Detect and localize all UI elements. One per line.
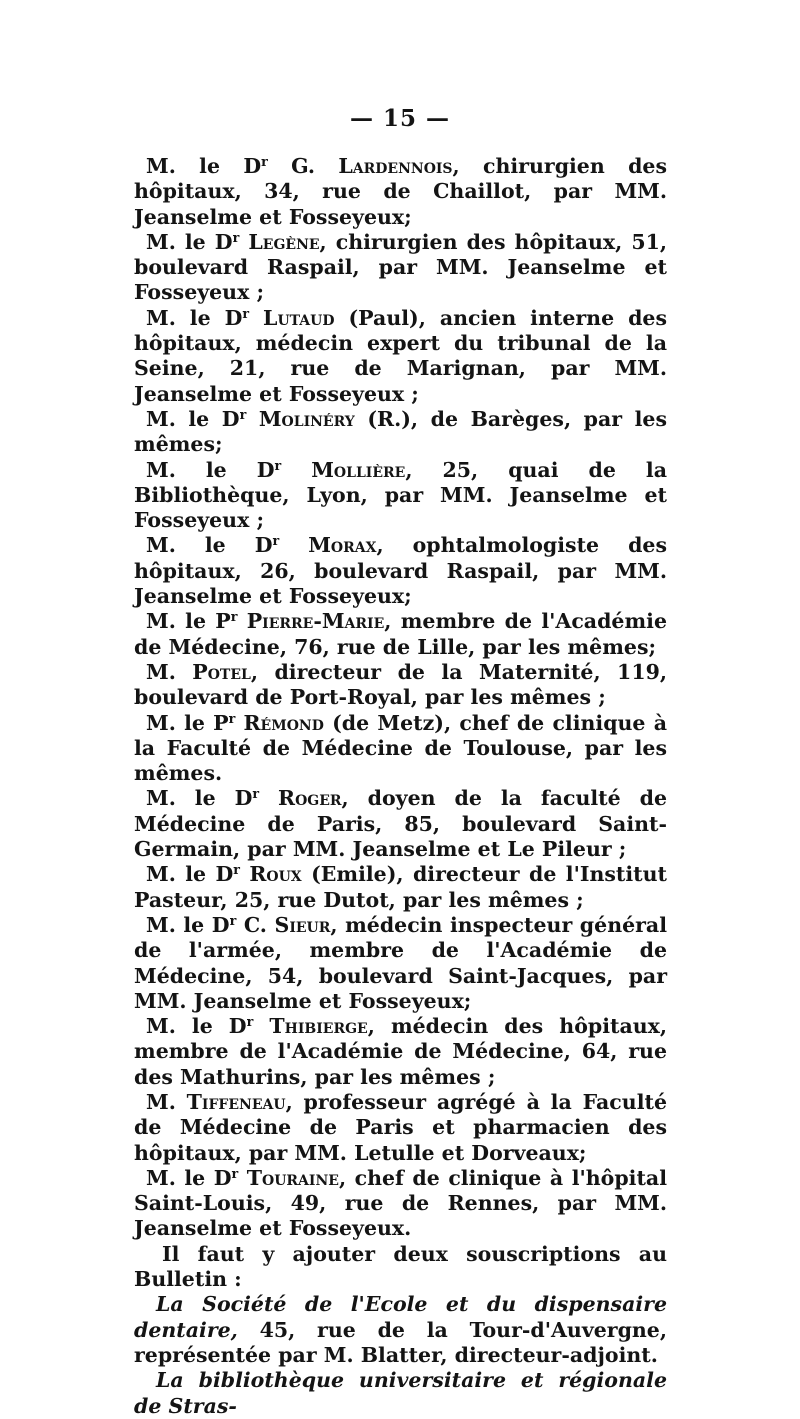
member-entry xyxy=(134,609,667,660)
entry-initial xyxy=(240,862,249,886)
entry-details: (Emile), directeur de l'Institut Pasteur, 25, rue Dutot, par les mêmes ; xyxy=(134,862,667,912)
entry-title-superscript: r xyxy=(239,406,247,422)
subscription-details: 45, rue de la Tour-d'Auvergne, représentée par M. Blatter, directeur-adjoint. xyxy=(134,1317,667,1367)
entry-initial: G. xyxy=(267,154,339,178)
entry-initial xyxy=(238,1166,247,1190)
entry-prefix: M. le D xyxy=(146,406,240,431)
member-list xyxy=(134,154,667,1242)
entry-prefix: M. le P xyxy=(146,609,231,634)
entry-initial xyxy=(239,230,248,254)
entry-name: Rémond xyxy=(243,710,324,735)
entry-details: , doyen de la faculté de Médecine de Paris, 85, boulevard Saint-Germain, par MM. Jeanselme et Le Pileur ; xyxy=(134,786,667,862)
entry-details: , directeur de la Maternité, 119, boulevard de Port-Royal, par les mêmes ; xyxy=(134,659,667,710)
entry-name: Roger xyxy=(278,786,342,811)
entry-title-superscript: r xyxy=(261,154,268,170)
entry-name: Mollière xyxy=(311,457,406,482)
entry-details: (Paul), ancien interne des hôpitaux, médecin expert du tribunal de la Seine, 21, rue de Marignan, par MM. Jeanselme et Fosseyeux ; xyxy=(134,305,668,406)
subscription-entry xyxy=(134,1368,667,1419)
entry-name: Tiffeneau xyxy=(186,1089,286,1114)
member-entry xyxy=(134,1166,667,1242)
entry-prefix: M. le D xyxy=(146,229,233,254)
entry-title-superscript: r xyxy=(242,305,250,321)
entry-details: (R.), de Barèges, par les mêmes; xyxy=(134,406,667,457)
entry-name: Roux xyxy=(249,862,302,887)
entry-initial xyxy=(279,533,308,557)
entry-title-superscript: r xyxy=(246,1014,254,1030)
entry-name: Pierre-Marie xyxy=(246,609,385,634)
member-entry xyxy=(134,1014,667,1090)
subscription-name: La bibliothèque universitaire et régionale de Stras- xyxy=(134,1368,667,1418)
member-entry xyxy=(134,306,667,407)
member-entry xyxy=(134,913,667,1014)
entry-initial xyxy=(253,1014,269,1038)
entry-title-superscript: r xyxy=(231,1165,239,1181)
subscription-name: La Société de l'Ecole et du dispensaire dentaire, xyxy=(134,1292,667,1342)
entry-initial xyxy=(235,711,243,735)
entry-name: Legène xyxy=(248,229,320,254)
entry-name: Lardennois xyxy=(338,154,453,178)
entry-prefix: M. le D xyxy=(146,154,262,178)
member-entry xyxy=(134,786,667,862)
subscriptions-intro: Il faut y ajouter deux souscriptions au Bulletin : xyxy=(134,1241,667,1292)
entry-title-superscript: r xyxy=(272,533,280,549)
entry-name: Thibierge xyxy=(269,1014,368,1039)
entry-details: , chirurgien des hôpitaux, 34, rue de Chaillot, par MM. Jeanselme et Fosseyeux; xyxy=(134,154,668,229)
entry-title-superscript: r xyxy=(232,229,240,245)
entry-title-superscript: r xyxy=(252,786,260,802)
entry-initial xyxy=(249,306,263,330)
entry-title-superscript: r xyxy=(229,912,237,928)
entry-prefix: M. le D xyxy=(146,862,234,887)
entry-name: Potel xyxy=(192,659,251,684)
page-number: — 15 — xyxy=(349,105,451,132)
member-entry xyxy=(134,154,667,230)
member-entry xyxy=(134,533,667,609)
entry-initial xyxy=(281,458,311,482)
entry-details: , ophtalmologiste des hôpitaux, 26, boulevard Raspail, par MM. Jeanselme et Fosseyeux; xyxy=(134,533,668,609)
member-entry xyxy=(134,1090,667,1166)
entry-name: Morax xyxy=(308,533,377,558)
entry-prefix: M. le D xyxy=(146,305,243,330)
entry-details: , chirurgien des hôpitaux, 51, boulevard Raspail, par MM. Jeanselme et Fosseyeux ; xyxy=(134,229,668,305)
entry-prefix: M. le D xyxy=(146,457,275,482)
member-entry xyxy=(134,230,667,306)
entry-title-superscript: r xyxy=(230,609,238,625)
body-text xyxy=(134,154,667,1419)
entry-title-superscript: r xyxy=(228,710,236,726)
entry-prefix: M. le D xyxy=(146,1014,247,1039)
member-entry xyxy=(134,407,667,458)
entry-name: Touraine xyxy=(246,1165,339,1190)
entry-details: (de Metz), chef de clinique à la Faculté de Médecine de Toulouse, par les mêmes. xyxy=(134,710,667,786)
entry-prefix: M. le D xyxy=(146,1165,232,1190)
entry-prefix: M. le D xyxy=(146,533,273,558)
entry-initial: C. xyxy=(236,912,275,937)
entry-prefix: M. le D xyxy=(146,786,253,811)
member-entry xyxy=(134,711,667,787)
subscription-entry xyxy=(134,1292,667,1368)
member-entry xyxy=(134,458,667,534)
entry-name: Molinéry xyxy=(258,406,355,431)
entry-initial xyxy=(237,609,246,633)
entry-prefix: M. le D xyxy=(146,912,230,937)
entry-prefix: M. le P xyxy=(146,710,229,735)
entry-initial xyxy=(246,407,259,431)
member-entry xyxy=(134,862,667,913)
entry-title-superscript: r xyxy=(274,457,282,473)
entry-details: , médecin des hôpitaux, membre de l'Académie de Médecine, 64, rue des Mathurins, par les mêmes ; xyxy=(134,1014,668,1089)
entry-details: , 25, quai de la Bibliothèque, Lyon, par MM. Jeanselme et Fosseyeux ; xyxy=(134,457,668,533)
entry-prefix: M. xyxy=(146,659,193,684)
entry-prefix: M. xyxy=(146,1089,187,1114)
entry-details: , médecin inspecteur général de l'armée, membre de l'Académie de Médecine, 54, boulevard Saint-Jacques, par MM. Jeanselme et Fosseyeux; xyxy=(134,912,668,1013)
entry-name: Lutaud xyxy=(263,305,335,330)
entry-title-superscript: r xyxy=(233,862,240,878)
entry-initial xyxy=(259,786,278,810)
member-entry xyxy=(134,660,667,711)
entry-details: , professeur agrégé à la Faculté de Médecine de Paris et pharmacien des hôpitaux, par MM. Letulle et Dorveaux; xyxy=(134,1089,667,1165)
entry-name: Sieur xyxy=(274,912,331,937)
entry-details: , chef de clinique à l'hôpital Saint-Louis, 49, rue de Rennes, par MM. Jeanselme et Fosseyeux. xyxy=(134,1165,667,1241)
entry-details: , membre de l'Académie de Médecine, 76, rue de Lille, par les mêmes; xyxy=(134,609,667,659)
